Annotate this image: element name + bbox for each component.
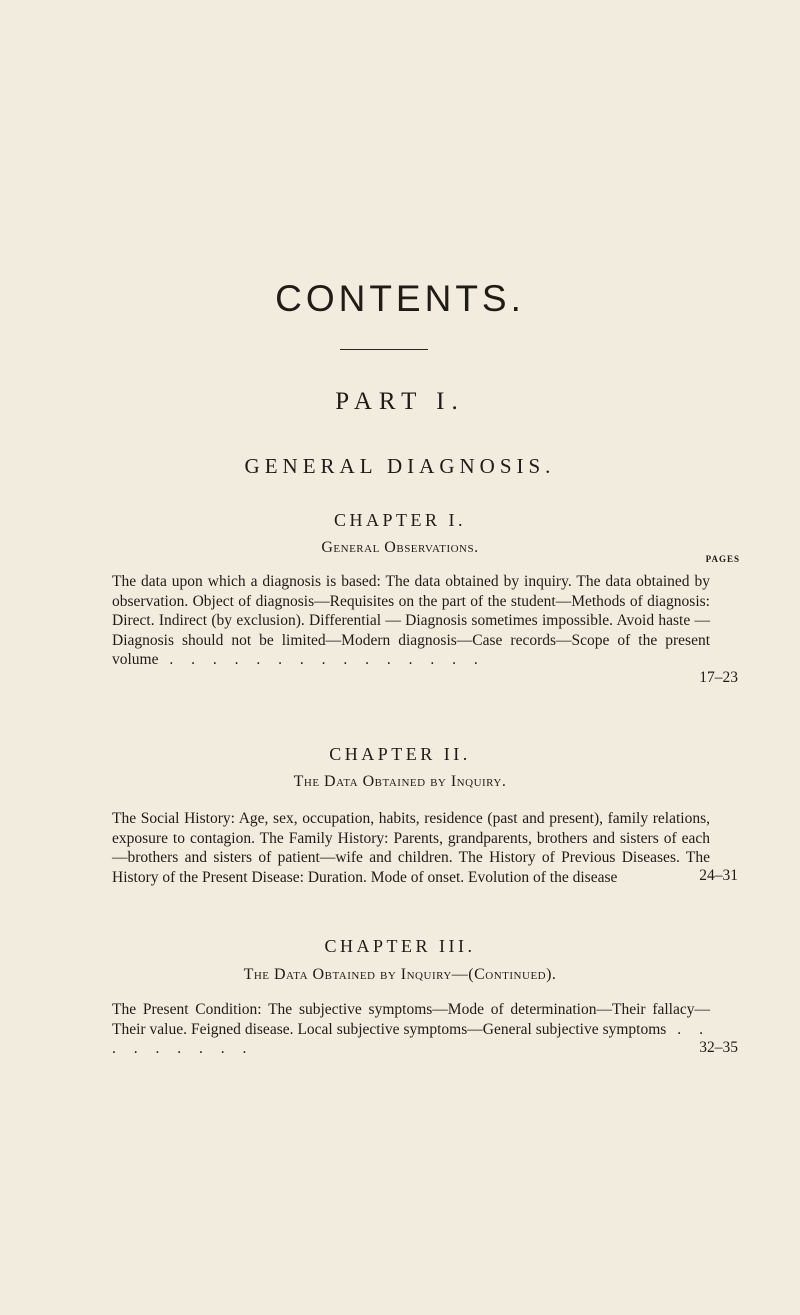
chapter-3-summary-text: The Present Condition: The subjective symptoms—Mode of determination—Their fallacy—Their value. Feigned disease. Local subjective symptoms—General subjective symptoms: [112, 1001, 710, 1038]
leader-dots: . . . . . . . . .: [112, 1020, 710, 1057]
chapter-1-summary: [112, 572, 710, 670]
page-title: CONTENTS.: [275, 278, 525, 319]
chapter-2-pages: 24–31: [699, 867, 738, 884]
chapter-3-pages: 32–35: [699, 1039, 738, 1056]
title-rule: [340, 349, 428, 350]
chapter-1-summary-text: The data upon which a diagnosis is based: The data obtained by inquiry. The data obtained by observation. Object of diagnosis—Requisites on the part of the student—Methods of diagnosis: Direct. Indirect (by exclusion). Differential — Diagnosis sometimes impossible. Avoid haste — Diagnosis should not be limited—Modern diagnosis—Case records—Scope of the present volume: [112, 573, 710, 668]
pages-column-label: PAGES: [705, 554, 740, 564]
chapter-2-heading: CHAPTER II.: [329, 744, 471, 764]
part-heading: PART I.: [335, 388, 465, 415]
chapter-2-summary: The Social History: Age, sex, occupation, habits, residence (past and present), family relations, exposure to contagion. The Family History: Parents, grandparents, brothers and sisters of each—brothers and sisters of patient—wife and children. The History of Previous Diseases. The History of the Present Disease: Duration. Mode of onset. Evolution of the disease: [112, 810, 710, 886]
chapter-3-subheading: The Data Obtained by Inquiry—(Continued).: [243, 966, 557, 983]
chapter-1-heading: CHAPTER I.: [333, 510, 466, 530]
leader-dots: . . . . . . . . . . . . . . .: [158, 651, 485, 668]
chapter-1-subheading: General Observations.: [321, 539, 479, 556]
part-subtitle: GENERAL DIAGNOSIS.: [244, 454, 556, 478]
chapter-2-subheading: The Data Obtained by Inquiry.: [293, 773, 507, 790]
chapter-3-summary: [112, 1000, 710, 1059]
chapter-3-heading: CHAPTER III.: [324, 936, 476, 956]
chapter-1-pages: 17–23: [699, 669, 738, 686]
